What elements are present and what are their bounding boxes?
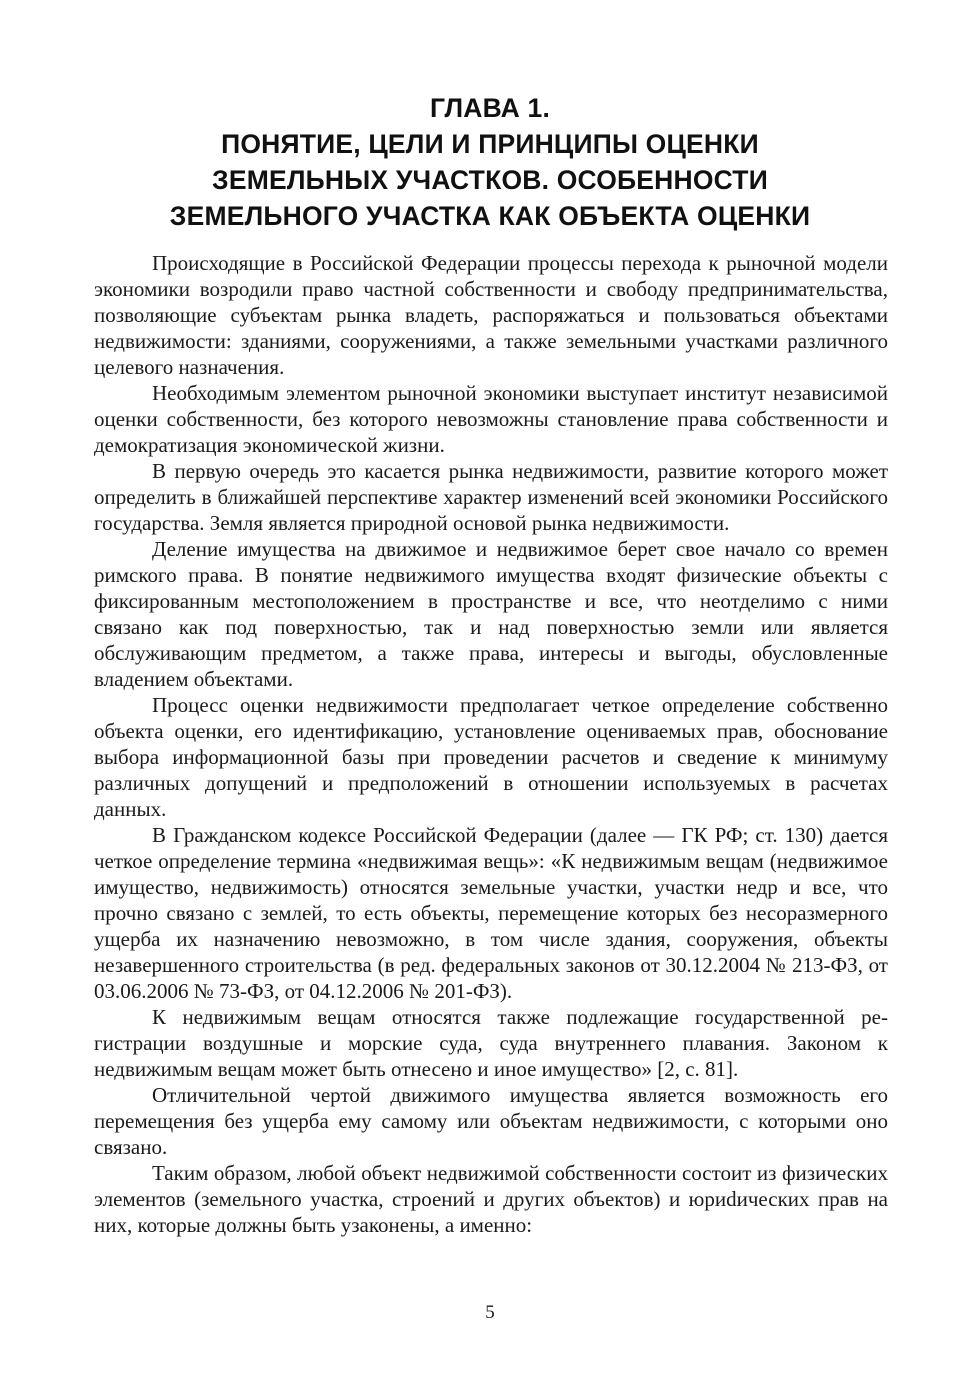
paragraph: Процесс оценки недвижимости предполагает четкое определение собственно объекта оценки, его идентификацию, установление оцениваемых прав, обоснование выбора информационной базы при проведении расчетов и сведение к минимуму различных допущений и предположений в отношении используемых в расчетах данных. <box>94 693 888 821</box>
paragraph: Происходящие в Российской Федерации процессы перехода к рыночной модели экономики возродили право частной собственности и свободу предпринимательства, позволяющие субъектам рынка владеть, распоряжаться и пользоваться объектами недвижимости: зданиями, сооружениями, а также земельными участками различного целевого назначения. <box>94 251 888 379</box>
chapter-title-line-2: ЗЕМЕЛЬНЫХ УЧАСТКОВ. ОСОБЕННОСТИ <box>212 165 768 195</box>
chapter-body <box>94 250 888 1238</box>
paragraph: К недвижимым вещам относятся также подлежащие государственной регистрации воздушные и морские суда, суда внутреннего плавания. Законом к недвижимым вещам может быть отнесено и иное имущество» [2, с. 81]. <box>94 1005 888 1081</box>
chapter-title-line-1: ПОНЯТИЕ, ЦЕЛИ И ПРИНЦИПЫ ОЦЕНКИ <box>221 129 759 159</box>
page-number: 5 <box>485 1302 495 1323</box>
paragraph: В Гражданском кодексе Российской Федерации (далее — ГК РФ; ст. 130) дается четкое определение термина «недвижимая вещь»: «К недвижимым вещам (недвижимое имущество, недвижимость) относятся земельные участки, участки недр и все, что прочно связано с землей, то есть объекты, перемещение которых без несоразмерного ущерба их назначению невозможно, в том числе здания, сооружения, объекты незавершенного строительства (в ред. федеральных законов от 30.12.2004 № 213-ФЗ, от 03.06.2006 № 73-ФЗ, от 04.12.2006 № 201-ФЗ). <box>94 823 888 1003</box>
paragraph: Отличительной чертой движимого имущества является возможность его перемещения без ущерба ему самому или объектам недвижимости, с которыми оно связано. <box>94 1083 888 1159</box>
paragraph: Таким образом, любой объект недвижимой собственности состоит из физических элементов (земельного участка, строений и других объектов) и юриdических прав на них, которые должны быть узаконены, а именно: <box>94 1161 888 1237</box>
paragraph: Деление имущества на движимое и недвижимое берет свое начало со времен римского права. В понятие недвижимого имущества входят физические объекты с фиксированным местоположением в пространстве и все, что неотделимо с ними связано как под поверхностью, так и над поверхностью земли или является обслуживающим предметом, а также права, интересы и выгоды, обусловленные владением объектами. <box>94 537 888 691</box>
chapter-number: ГЛАВА 1. <box>429 93 551 123</box>
chapter-title-line-3: ЗЕМЕЛЬНОГО УЧАСТКА КАК ОБЪЕКТА ОЦЕНКИ <box>169 201 811 231</box>
chapter-heading <box>80 90 900 234</box>
paragraph: Необходимым элементом рыночной экономики выступает институт независимой оценки собственности, без которого невозможны становление права собственности и демократизация экономической жизни. <box>94 381 888 457</box>
paragraph: В первую очередь это касается рынка недвижимости, развитие которого может определить в ближайшей перспективе характер изменений всей экономики Российского государства. Земля является природной основой рынка недвижимости. <box>94 459 888 535</box>
